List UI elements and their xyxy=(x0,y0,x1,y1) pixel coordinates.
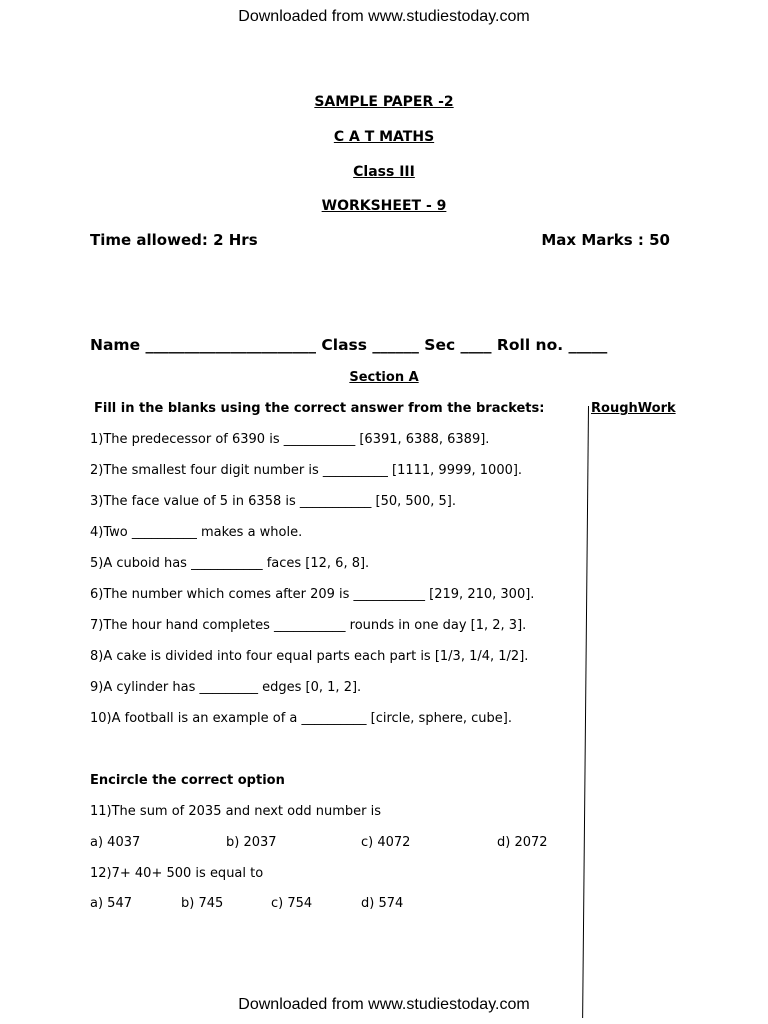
q11-option-a: a) 4037 xyxy=(90,835,141,850)
question-4: 4)Two __________ makes a whole. xyxy=(90,525,303,540)
question-9: 9)A cylinder has _________ edges [0, 1, 2]. xyxy=(90,680,362,695)
q11-option-c: c) 4072 xyxy=(361,835,411,850)
paper-title: SAMPLE PAPER -2 xyxy=(314,94,454,110)
section-a-heading: Section A xyxy=(349,370,419,385)
q11-option-b: b) 2037 xyxy=(226,835,277,850)
question-12: 12)7+ 40+ 500 is equal to xyxy=(90,866,264,881)
fill-blanks-instruction: Fill in the blanks using the correct answer from the brackets: xyxy=(94,401,545,416)
question-10: 10)A football is an example of a __________ [circle, sphere, cube]. xyxy=(90,711,512,726)
max-marks: Max Marks : 50 xyxy=(541,231,670,249)
q12-option-c: c) 754 xyxy=(271,896,313,911)
question-6: 6)The number which comes after 209 is ___________ [219, 210, 300]. xyxy=(90,587,535,602)
worksheet-heading: WORKSHEET - 9 xyxy=(321,198,447,214)
question-7: 7)The hour hand completes ___________ rounds in one day [1, 2, 3]. xyxy=(90,618,527,633)
time-allowed: Time allowed: 2 Hrs xyxy=(90,231,258,249)
class-heading: Class III xyxy=(353,164,415,180)
rough-work-label: RoughWork xyxy=(591,401,676,416)
question-1: 1)The predecessor of 6390 is ___________ [6391, 6388, 6389]. xyxy=(90,432,490,447)
encircle-instruction: Encircle the correct option xyxy=(90,773,285,788)
question-3: 3)The face value of 5 in 6358 is ___________ [50, 500, 5]. xyxy=(90,494,456,509)
download-banner-bottom: Downloaded from www.studiestoday.com xyxy=(238,996,530,1013)
question-8: 8)A cake is divided into four equal parts each part is [1/3, 1/4, 1/2]. xyxy=(90,649,529,664)
q11-option-d: d) 2072 xyxy=(497,835,548,850)
subject-heading: C A T MATHS xyxy=(333,129,435,145)
rough-work-divider xyxy=(582,406,589,1018)
q12-option-d: d) 574 xyxy=(361,896,404,911)
question-2: 2)The smallest four digit number is __________ [1111, 9999, 1000]. xyxy=(90,463,523,478)
question-11: 11)The sum of 2035 and next odd number is xyxy=(90,804,381,819)
q12-option-b: b) 745 xyxy=(181,896,224,911)
question-5: 5)A cuboid has ___________ faces [12, 6, 8]. xyxy=(90,556,370,571)
q12-option-a: a) 547 xyxy=(90,896,132,911)
student-details-line: Name ______________________ Class ______ Sec ____ Roll no. _____ xyxy=(90,336,608,354)
download-banner-top: Downloaded from www.studiestoday.com xyxy=(238,8,530,25)
